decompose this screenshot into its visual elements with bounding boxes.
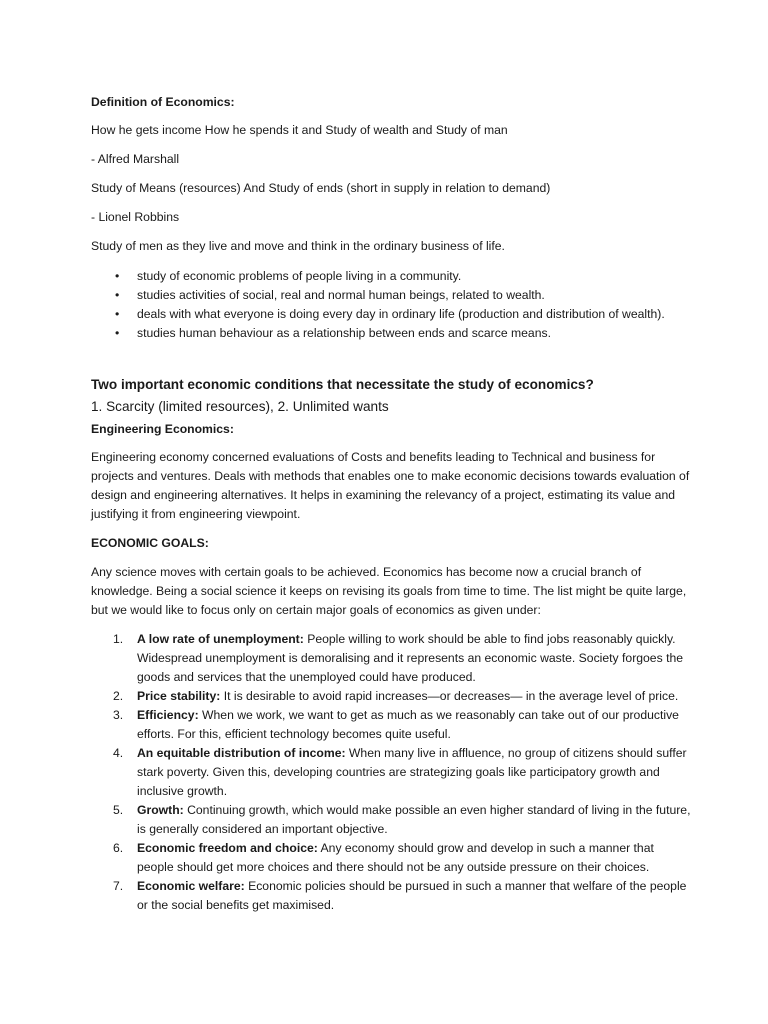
list-item: 1. A low rate of unemployment: People willing to work should be able to find jobs reasonably quickly. Widespread unemployment is demoralising and it represents an economic waste. Society forgoes the goods and services that the unemployed could have produced. — [113, 632, 684, 684]
goals-heading: ECONOMIC GOALS: — [91, 536, 209, 550]
conditions-heading: Two important economic conditions that necessitate the study of economics? — [91, 377, 594, 392]
goal-title: An equitable distribution of income: — [137, 746, 346, 760]
goal-title: A low rate of unemployment: — [137, 632, 304, 646]
definition-heading: Definition of Economics: — [91, 95, 235, 109]
robbins-definition: Study of Means (resources) And Study of ends (short in supply in relation to demand) — [91, 181, 551, 195]
marshall-definition: How he gets income How he spends it and Study of wealth and Study of man — [91, 123, 508, 137]
list-item: • studies human behaviour as a relationship between ends and scarce means. — [91, 324, 691, 343]
bullet-icon: • — [115, 288, 120, 302]
engineering-paragraph: Engineering economy concerned evaluations of Costs and benefits leading to Technical and business for projects and ventures. Deals with methods that enables one to make economic decisions towards evaluation of design and engineering alternatives. It helps in examining the relevancy of a project, estimating its value and justifying it from engineering viewpoint. — [91, 450, 690, 521]
bullet-icon: • — [115, 269, 120, 283]
definition-line-3: Study of men as they live and move and think in the ordinary business of life. — [91, 239, 505, 253]
list-item: • study of economic problems of people living in a community. — [91, 267, 691, 286]
engineering-heading: Engineering Economics: — [91, 422, 234, 436]
bullet-icon: • — [115, 326, 120, 340]
goal-title: Economic freedom and choice: — [137, 841, 318, 855]
list-item: 4. An equitable distribution of income: When many live in affluence, no group of citizens should suffer stark poverty. Given this, developing countries are strategizing goals like participatory growth and inclusive growth. — [113, 746, 687, 798]
definition-bullet-list — [91, 267, 691, 343]
goal-title: Growth: — [137, 803, 184, 817]
list-item: 6. Economic freedom and choice: Any economy should grow and develop in such a manner that people should get more choices and there should not be any outside pressure on their choices. — [113, 841, 654, 874]
list-item: 2. Price stability: It is desirable to avoid rapid increases—or decreases— in the average level of price. — [91, 687, 691, 706]
list-item: • deals with what everyone is doing every day in ordinary life (production and distribution of wealth). — [91, 305, 691, 324]
marshall-author: - Alfred Marshall — [91, 152, 180, 166]
list-item: 5. Growth: Continuing growth, which would make possible an even higher standard of living in the future, is generally considered an important objective. — [113, 803, 691, 836]
list-number: 3. — [113, 708, 124, 722]
list-number: 4. — [113, 746, 124, 760]
goals-list — [91, 630, 691, 915]
list-number: 1. — [113, 632, 124, 646]
list-number: 2. — [113, 689, 124, 703]
goal-title: Price stability: — [137, 689, 221, 703]
list-number: 7. — [113, 879, 124, 893]
list-number: 6. — [113, 841, 124, 855]
goal-title: Economic welfare: — [137, 879, 245, 893]
list-number: 5. — [113, 803, 124, 817]
bullet-icon: • — [115, 307, 120, 321]
goals-intro: Any science moves with certain goals to be achieved. Economics has become now a crucial branch of knowledge. Being a social science it keeps on revising its goals from time to time. The list might be quite large, but we would like to focus only on certain major goals of economics as given under: — [91, 565, 687, 617]
list-item: 3. Efficiency: When we work, we want to get as much as we reasonably can take out of our productive efforts. For this, efficient technology becomes quite useful. — [113, 708, 679, 741]
robbins-author: - Lionel Robbins — [91, 210, 180, 224]
goal-title: Efficiency: — [137, 708, 199, 722]
list-item: 7. Economic welfare: Economic policies should be pursued in such a manner that welfare of the people or the social benefits get maximised. — [113, 879, 687, 912]
list-item: • studies activities of social, real and normal human beings, related to wealth. — [91, 286, 691, 305]
conditions-answer: 1. Scarcity (limited resources), 2. Unlimited wants — [91, 399, 389, 414]
